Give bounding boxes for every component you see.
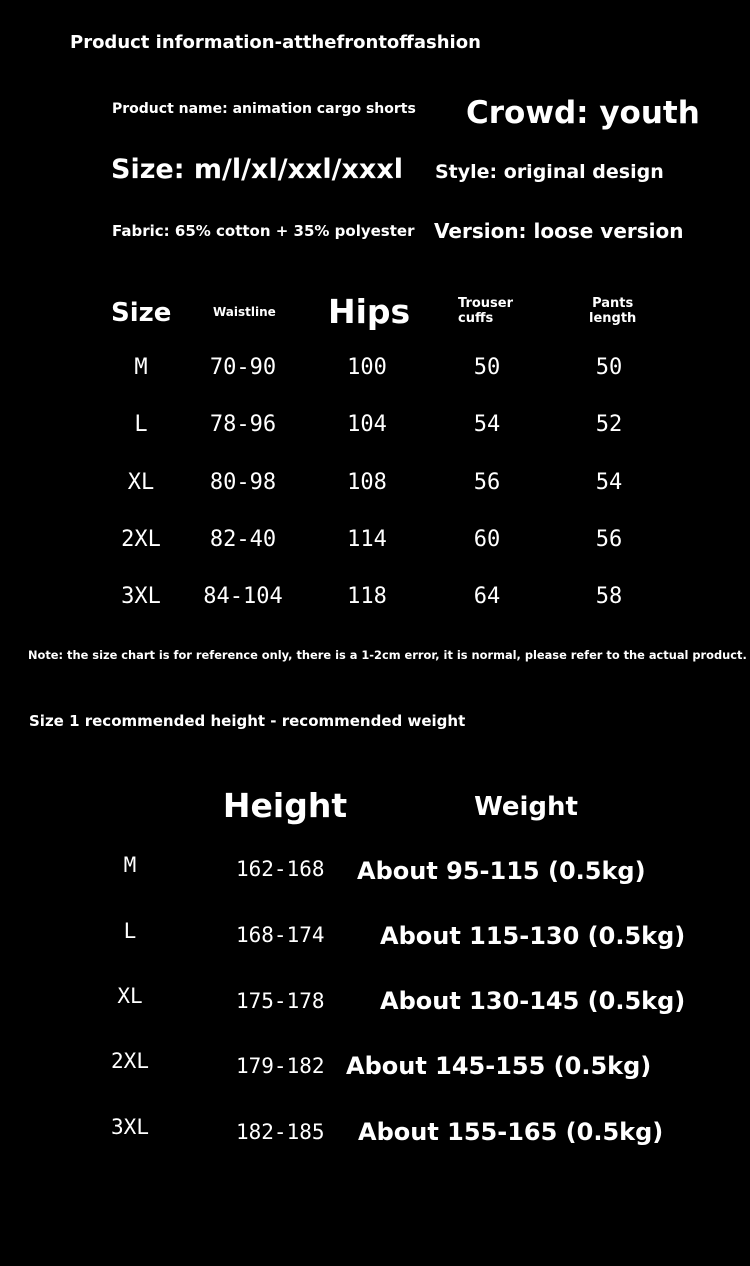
size-cell-hips: 108 [347, 469, 387, 495]
fabric-label: Fabric: 65% cotton + 35% polyester [112, 222, 415, 240]
size-cell-length: 58 [595, 584, 623, 610]
version-label: Version: loose version [434, 219, 684, 243]
rec-cell-size: XL [117, 984, 143, 1008]
style-label: Style: original design [435, 161, 664, 183]
size-cell-cuffs: 64 [473, 584, 501, 610]
size-cell-hips: 114 [347, 526, 387, 552]
rec-cell-size: L [123, 919, 137, 943]
rec-cell-weight: About 145-155 (0.5kg) [346, 1052, 652, 1080]
recommend-title: Size 1 recommended height - recommended weight [29, 712, 466, 730]
rec-cell-height: 182-185 [236, 1120, 325, 1144]
rec-cell-weight: About 95-115 (0.5kg) [357, 857, 646, 885]
length-header-line1: Pants [592, 296, 634, 311]
rec-cell-weight: About 130-145 (0.5kg) [380, 987, 686, 1015]
size-cell-length: 54 [595, 469, 623, 495]
rec-cell-height: 168-174 [236, 923, 325, 947]
size-cell-length: 56 [595, 526, 623, 552]
rec-header-height: Height [222, 786, 348, 825]
size-cell-waist: 82-40 [209, 526, 277, 552]
size-note: Note: the size chart is for reference only, there is a 1-2cm error, it is normal, please refer to the actual product. [28, 648, 747, 662]
size-table-header-waist: Waistline [213, 305, 276, 319]
crowd-label: Crowd: youth [466, 95, 700, 131]
size-cell-waist: 84-104 [203, 584, 283, 610]
size-cell-waist: 80-98 [209, 469, 277, 495]
cuffs-header-line2: cuffs [458, 311, 494, 326]
size-cell-cuffs: 56 [473, 469, 501, 495]
rec-cell-weight: About 115-130 (0.5kg) [380, 922, 686, 950]
page-title: Product information-atthefrontoffashion [70, 32, 481, 53]
size-table-header-hips: Hips [328, 292, 411, 331]
size-cell-hips: 100 [347, 355, 387, 380]
rec-cell-height: 162-168 [236, 857, 325, 881]
cuffs-header-line1: Trouser [458, 296, 514, 311]
size-cell-hips: 104 [347, 412, 387, 438]
size-cell-size: XL [127, 469, 155, 495]
rec-cell-height: 175-178 [236, 989, 325, 1013]
rec-header-weight: Weight [474, 792, 578, 822]
product-name: Product name: animation cargo shorts [112, 101, 416, 117]
rec-cell-height: 179-182 [236, 1054, 325, 1078]
size-cell-cuffs: 54 [473, 412, 501, 438]
size-cell-size: L [134, 412, 148, 438]
size-cell-waist: 70-90 [209, 355, 277, 380]
size-cell-hips: 118 [347, 584, 387, 610]
size-label: Size: m/l/xl/xxl/xxxl [111, 154, 404, 185]
size-cell-length: 52 [595, 412, 623, 438]
size-table-header-cuffs [458, 296, 513, 326]
size-cell-size: M [134, 355, 148, 380]
rec-cell-size: 2XL [111, 1049, 149, 1073]
size-cell-cuffs: 60 [473, 526, 501, 552]
size-cell-size: 3XL [121, 584, 161, 610]
size-cell-waist: 78-96 [209, 412, 277, 438]
size-cell-cuffs: 50 [473, 355, 501, 380]
size-table-header-length [589, 296, 636, 326]
rec-cell-weight: About 155-165 (0.5kg) [358, 1118, 664, 1146]
size-cell-length: 50 [595, 355, 623, 380]
size-cell-size: 2XL [121, 526, 161, 552]
rec-cell-size: 3XL [111, 1115, 149, 1139]
rec-cell-size: M [123, 853, 137, 877]
size-table-header-size: Size [111, 298, 172, 328]
length-header-line2: length [589, 311, 637, 326]
